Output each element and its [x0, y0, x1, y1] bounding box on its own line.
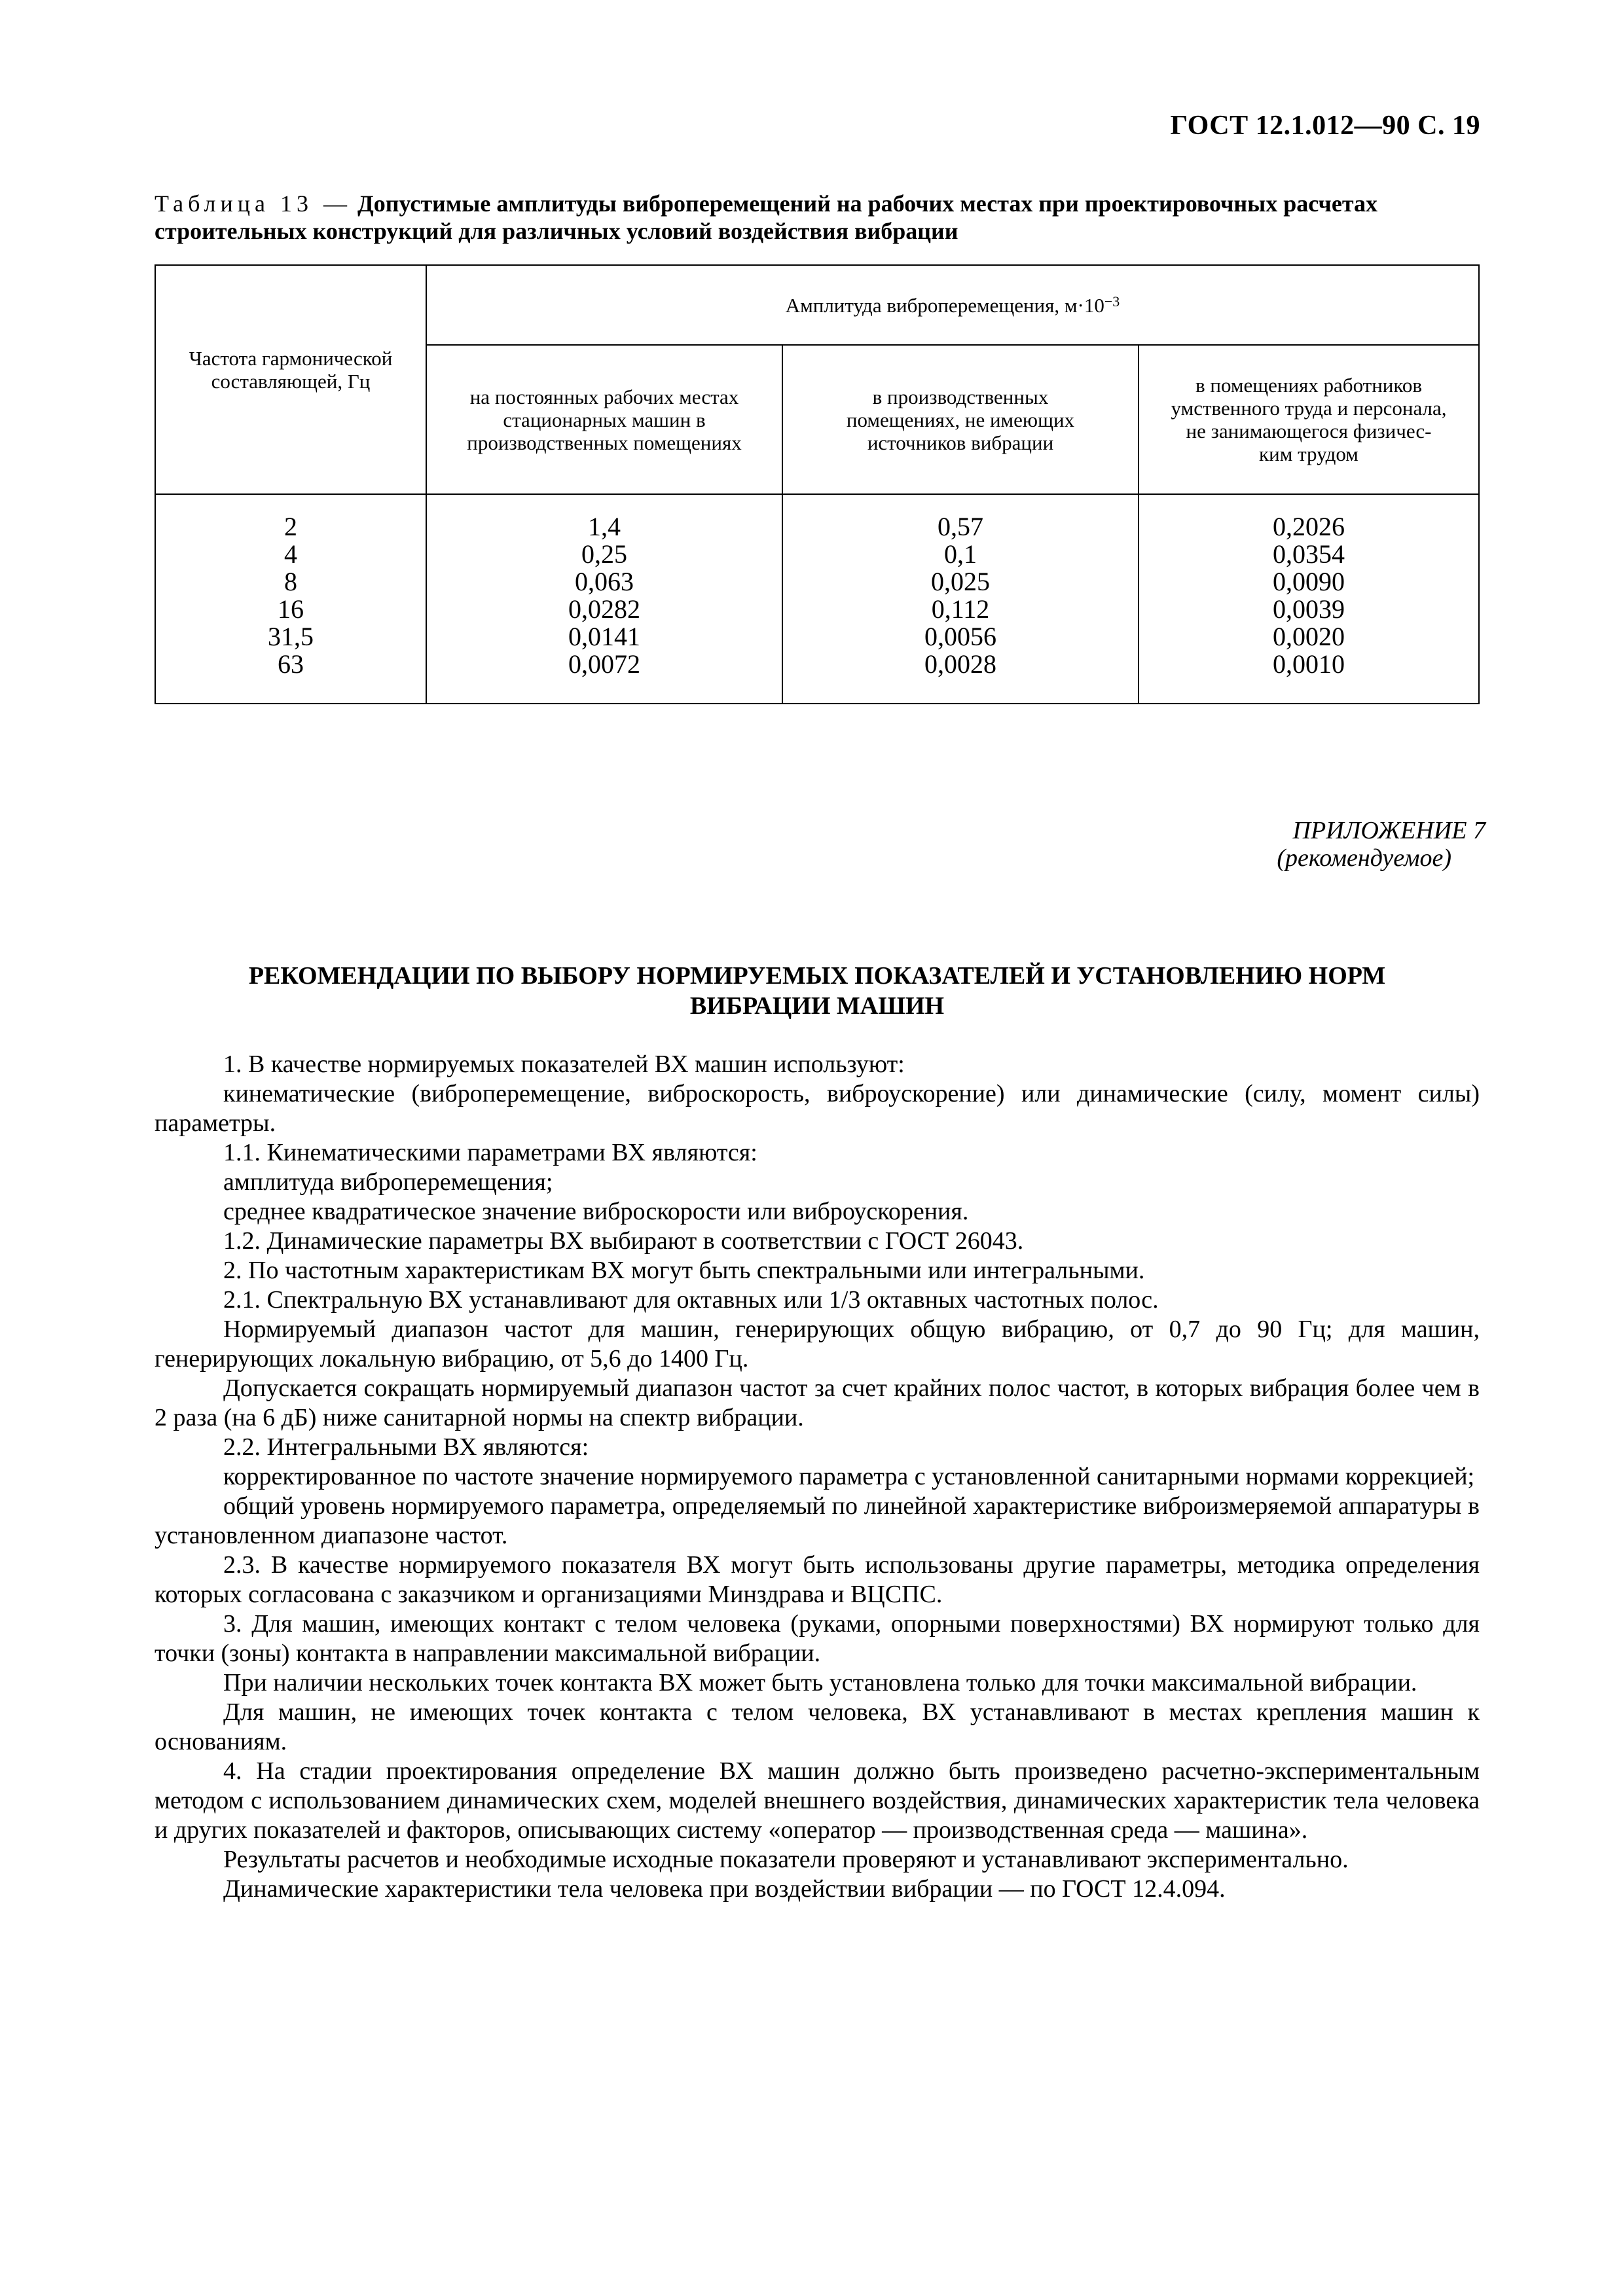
appendix-label [1277, 817, 1486, 872]
sub-header-mental-work: в помещениях работников умственного труда и персонала, не занимающегося физичес- ким трудом [1139, 345, 1479, 494]
paragraph: При наличии нескольких точек контакта ВХ может быть установлена только для точки максимальной вибрации. [223, 1669, 1417, 1696]
paragraph: 2.1. Спектральную ВХ устанавливают для октавных или 1/3 октавных частотных полос. [223, 1286, 1159, 1314]
paragraph: среднее квадратическое значение виброскорости или виброускорения. [223, 1198, 969, 1225]
paragraph: 4. На стадии проектирования определение ВХ машин должно быть произведено расчетно-экспериментальным методом с использованием динамических схем, моделей внешнего воздействия, динамических характеристик тела человека и других показателей и факторов, описывающих систему «оператор — производственная среда — машина». [155, 1757, 1480, 1844]
sub-header-stationary: на постоянных рабочих местах стационарных машин в производственных помещениях [426, 345, 782, 494]
table-caption [155, 190, 1477, 245]
paragraph: Допускается сокращать нормируемый диапазон частот за счет крайних полос частот, в которых вибрация более чем в 2 раза (на 6 дБ) ниже санитарной нормы на спектр вибрации. [155, 1374, 1480, 1431]
paragraph: 3. Для машин, имеющих контакт с телом человека (руками, опорными поверхностями) ВХ нормируют только для точки (зоны) контакта в направлении максимальной вибрации. [155, 1610, 1480, 1667]
vibration-amplitude-table [155, 264, 1480, 704]
page-header: ГОСТ 12.1.012—90 С. 19 [1170, 111, 1480, 141]
paragraph: 1.2. Динамические параметры ВХ выбирают в соответствии с ГОСТ 26043. [223, 1227, 1024, 1255]
paragraph: 1. В качестве нормируемых показателей ВХ машин используют: [223, 1050, 905, 1078]
sub-header-production: в производственных помещениях, не имеющих источников вибрации [782, 345, 1139, 494]
paragraph: Результаты расчетов и необходимые исходные показатели проверяют и устанавливают экспериментально. [223, 1846, 1349, 1873]
paragraph: Нормируемый диапазон частот для машин, генерирующих общую вибрацию, от 0,7 до 90 Гц; для машин, генерирующих локальную вибрацию, от 5,6 до 1400 Гц. [155, 1316, 1480, 1372]
paragraph: 2.3. В качестве нормируемого показателя ВХ могут быть использованы другие параметры, методика определения которых согласована с заказчиком и организациями Минздрава и ВЦСПС. [155, 1551, 1480, 1608]
stationary-values: 1,4 0,25 0,063 0,0282 0,0141 0,0072 [426, 494, 782, 704]
paragraph: 2. По частотным характеристикам ВХ могут быть спектральными или интегральными. [223, 1257, 1145, 1284]
frequency-values: 2 4 8 16 31,5 63 [155, 494, 426, 704]
paragraph: кинематические (виброперемещение, виброскорость, виброускорение) или динамические (силу, момент силы) параметры. [155, 1080, 1480, 1137]
frequency-column-header: Частота гармонической составляющей, Гц [155, 265, 426, 494]
exponent: −3 [1104, 293, 1120, 310]
production-values: 0,57 0,1 0,025 0,112 0,0056 0,0028 [782, 494, 1139, 704]
paragraph: амплитуда виброперемещения; [223, 1168, 553, 1196]
paragraph: Динамические характеристики тела человека при воздействии вибрации — по ГОСТ 12.4.094. [223, 1875, 1226, 1903]
body-text [155, 1050, 1480, 1904]
section-title: РЕКОМЕНДАЦИИ ПО ВЫБОРУ НОРМИРУЕМЫХ ПОКАЗАТЕЛЕЙ И УСТАНОВЛЕНИЮ НОРМ ВИБРАЦИИ МАШИН [248, 962, 1386, 1020]
paragraph: 1.1. Кинематическими параметрами ВХ являются: [223, 1139, 757, 1166]
paragraph: корректированное по частоте значение нормируемого параметра с установленной санитарными нормами коррекцией; [223, 1463, 1475, 1490]
table-caption-title: Допустимые амплитуды виброперемещений на рабочих местах при проектировочных расчетах строительных конструкций для различных условий воздействия вибрации [155, 190, 1377, 244]
appendix-number: ПРИЛОЖЕНИЕ 7 [1292, 817, 1486, 844]
paragraph: 2.2. Интегральными ВХ являются: [223, 1433, 589, 1461]
table-caption-label: Таблица 13 — [155, 190, 352, 217]
amplitude-group-header: Амплитуда виброперемещения, $м\cdot 10^{-3}$ [426, 265, 1479, 345]
appendix-note: (рекомендуемое) [1277, 844, 1451, 872]
mental-work-values: 0,2026 0,0354 0,0090 0,0039 0,0020 0,0010 [1139, 494, 1479, 704]
paragraph: общий уровень нормируемого параметра, определяемый по линейной характеристике виброизмеряемой аппаратуры в установленном диапазоне частот. [155, 1492, 1480, 1549]
paragraph: Для машин, не имеющих точек контакта с телом человека, ВХ устанавливают в местах крепления машин к основаниям. [155, 1698, 1480, 1755]
